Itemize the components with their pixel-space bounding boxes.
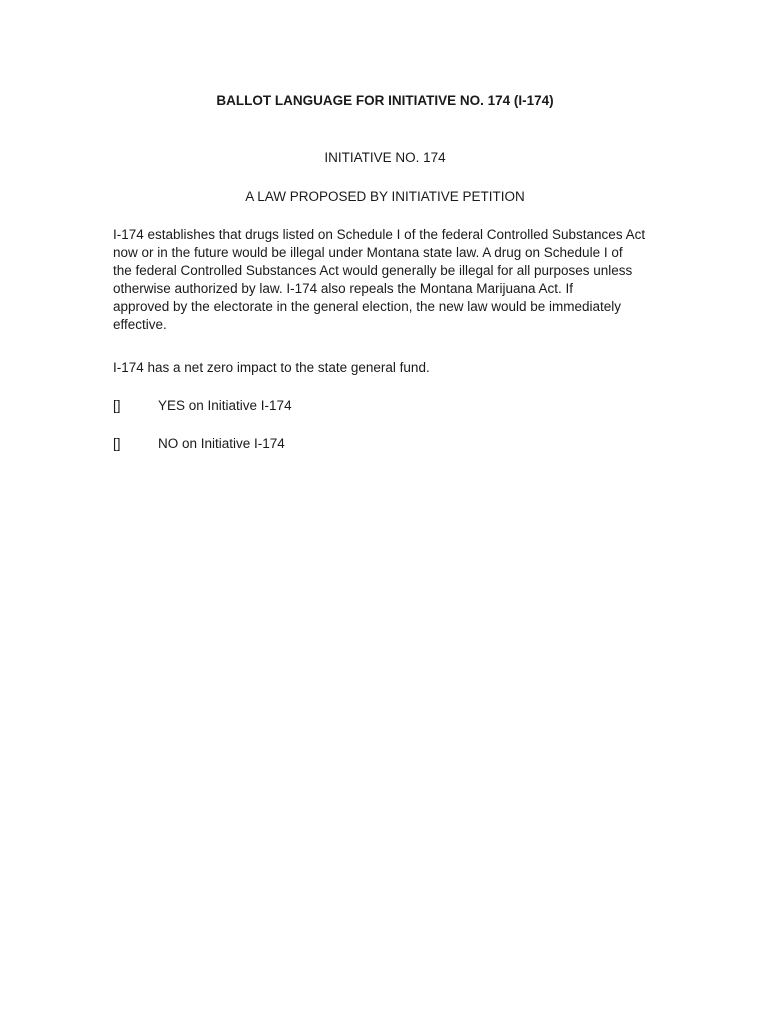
description-line: now or in the future would be illegal under Montana state law. A drug on Schedule I of bbox=[113, 245, 623, 260]
description-line: effective. bbox=[113, 317, 167, 332]
fiscal-statement: I-174 has a net zero impact to the state general fund. bbox=[113, 360, 430, 375]
yes-option-label: YES on Initiative I-174 bbox=[158, 398, 292, 413]
no-checkbox[interactable]: [] bbox=[113, 436, 121, 451]
document-title: BALLOT LANGUAGE FOR INITIATIVE NO. 174 (I-174) bbox=[216, 93, 554, 108]
description-line: approved by the electorate in the general election, the new law would be immediately bbox=[113, 299, 622, 314]
no-option-label: NO on Initiative I-174 bbox=[158, 436, 285, 451]
law-heading: A LAW PROPOSED BY INITIATIVE PETITION bbox=[245, 189, 525, 204]
initiative-heading: INITIATIVE NO. 174 bbox=[324, 150, 446, 165]
yes-checkbox[interactable]: [] bbox=[113, 398, 121, 413]
description-line: I-174 establishes that drugs listed on Schedule I of the federal Controlled Substances Act bbox=[113, 227, 646, 242]
initiative-description bbox=[113, 226, 673, 334]
description-line: the federal Controlled Substances Act would generally be illegal for all purposes unless bbox=[113, 263, 633, 278]
description-line: otherwise authorized by law. I-174 also repeals the Montana Marijuana Act. If bbox=[113, 281, 574, 296]
